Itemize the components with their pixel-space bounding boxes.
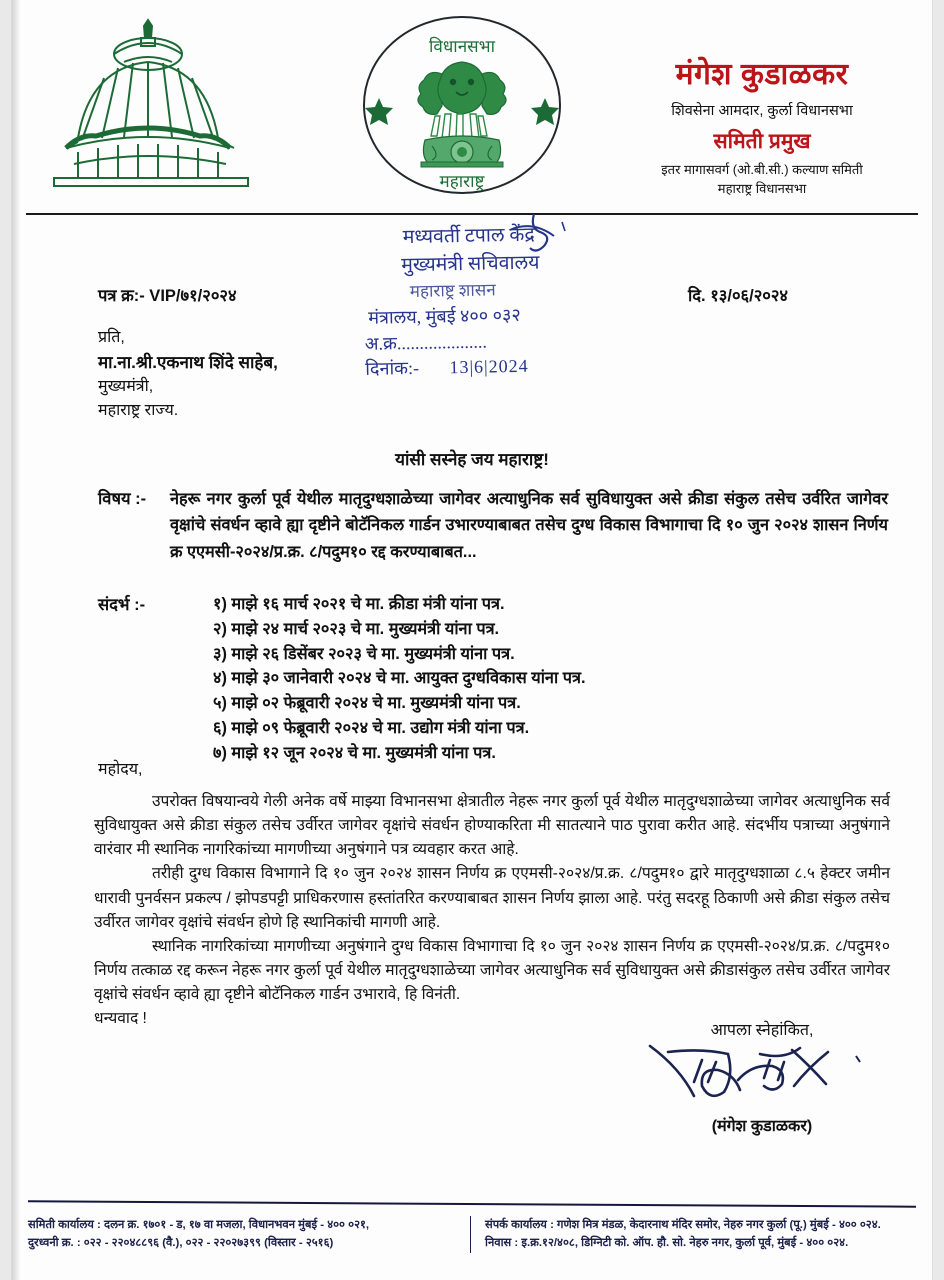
reference-block: [98, 592, 888, 765]
stamp-line-2: मुख्यमंत्री सचिवालय: [401, 252, 540, 277]
reference-list: [213, 592, 888, 765]
signatory-name: (मंगेश कुडाळकर): [711, 1118, 813, 1135]
reference-item: ३) माझे २६ डिसेंबर २०२३ चे मा. मुख्यमंत्री यांना पत्र.: [213, 644, 515, 663]
stamp-line-3: महाराष्ट्र शासन: [409, 280, 496, 302]
body-paragraph-2: तरीही दुग्ध विकास विभागाने दि १० जुन २०२४ शासन निर्णय क्र एएमसी-२०२४/प्र.क्र. ८/पदुम१० द्वारे मातृदुग्धशाळा ८.५ हेक्टर जमीन धारावी पुनर्वसन प्रकल्प / झोपडपट्टी प्राधिकरणास हस्तांतरित करण्याबाबत शासन निर्णय झाला आहे. परंतु सदरहू ठिकाणी असे क्रीडा संकुल तसेच उर्वीरत जागेवर वृक्षांचे संवर्धन होणे हि स्थानिकांची मागणी आहे.: [94, 865, 890, 931]
footer-contact-office: [470, 1216, 918, 1253]
salutation: महोदय,: [98, 761, 143, 778]
signature-block: [612, 1018, 912, 1136]
letter-page: [12, 0, 932, 1280]
letter-number: पत्र क्र:- VIP/७१/२०२४: [98, 287, 237, 305]
emblem-top-text: विधानसभा: [429, 37, 495, 56]
star-right-icon: [531, 98, 559, 125]
body-paragraph-1: उपरोक्त विषयान्वये गेली अनेक वर्षे माझ्या विभानसभा क्षेत्रातील नेहरू नगर कुर्ला पूर्व येथील मातृदुग्धशाळेच्या जागेवर अत्याधुनिक सर्व सुविधायुक्त असे क्रीडा संकुल तसेच उर्वीरत जागेवर वृक्षांचे संवर्धन होण्याकरिता मी सातत्याने पाठ पुरावा करीत आहे. संदर्भीय पत्राच्या अनुषंगाने वारंवार मी स्थानिक नागरिकांच्या मागणीच्या अनुषंगाने पत्र व्यवहार करत आहे.: [94, 793, 890, 859]
footer-committee-office: [28, 1216, 470, 1253]
reference-item: ४) माझे ३० जानेवारी २०२४ चे मा. आयुक्त दुग्धविकास यांना पत्र.: [213, 669, 586, 688]
emblem-bottom-text: महाराष्ट्र: [439, 172, 485, 191]
body-paragraph-3: स्थानिक नागरिकांच्या मागणीच्या अनुषंगाने दुग्ध विकास विभागाचा दि १० जुन २०२४ शासन निर्णय क्र एएमसी-२०२४/प्र.क्र. ८/पदुम१० निर्णय तत्काळ रद्द करून नेहरू नगर कुर्ला पूर्व येथील मातृदुग्धशाळेच्या जागेवर अत्याधुनिक सर्व सुविधायुक्त असे क्रीडासंकुल तसेच उर्वीरत जागेवर वृक्षांचे संवर्धन व्हावे ह्या दृष्टीने बोटॅनिकल गार्डन उभारावे, हि विनंती.: [94, 937, 890, 1004]
mla-committee-name: इतर मागासवर्ग (ओ.बी.सी.) कल्याण समिती: [661, 162, 863, 178]
reference-item: २) माझे २४ मार्च २०२३ चे मा. मुख्यमंत्री यांना पत्र.: [213, 619, 500, 638]
mla-assembly-name: महाराष्ट्र विधानसभा: [717, 180, 807, 196]
signature-mark-wrap: [612, 1040, 912, 1114]
letter-body: [94, 790, 890, 1032]
subject-block: [98, 486, 888, 565]
letter-date: दि. १३/०६/२०२४: [688, 287, 789, 305]
footer-contact-address: संपर्क कार्यालय : गणेश मित्र मंडळ, केदारनाथ मंदिर समोर, नेहरु नगर कुर्ला (पू.) मुंबई - ४०० ०२४.: [485, 1219, 881, 1231]
footer-office-address: समिती कार्यालय : दलन क्र. १७०१ - ड, १७ वा मजला, विधानभवन मुंबई - ४०० ०२१,: [28, 1219, 370, 1231]
reference-item: ५) माझे ०२ फेब्रूवारी २०२४ चे मा. मुख्यमंत्री यांना पत्र.: [213, 694, 521, 713]
reference-label: संदर्भ :-: [98, 596, 146, 614]
footer-residence-address: निवास : इ.क्र.१२/४०८, डिग्निटी को. ऑप. हौ. सो. नेहरु नगर, कुर्ला पूर्व, मुंबई - ४०० ०२४.: [485, 1237, 849, 1250]
addressee-block: [98, 326, 278, 422]
letterhead: [12, 0, 932, 200]
body-thanks: धन्यवाद !: [94, 1010, 147, 1028]
reference-item: १) माझे १६ मार्च २०२१ चे मा. क्रीडा मंत्री यांना पत्र.: [213, 595, 505, 613]
footer-divider: [28, 1200, 916, 1207]
addressee-post: मुख्यमंत्री,: [98, 377, 154, 395]
footer: [28, 1216, 918, 1253]
stamp-date-line: [365, 352, 665, 384]
greeting-line: यांसी सस्नेह जय महाराष्ट्र!: [395, 450, 549, 469]
stamp-serial-line: अ.क्र....................: [364, 331, 488, 354]
reference-item: ७) माझे १२ जून २०२४ चे मा. मुख्यमंत्री यांना पत्र.: [213, 743, 496, 762]
letterhead-name-block: [612, 58, 912, 197]
signature-closing: आपला स्नेहांकित,: [710, 1022, 814, 1039]
handwritten-signature-icon: [642, 1036, 882, 1110]
addressee-place: महाराष्ट्र राज्य.: [98, 401, 179, 419]
ashoka-emblem-maharashtra-vidhansabha: [357, 12, 567, 202]
mla-designation-party: शिवसेना आमदार, कुर्ला विधानसभा: [671, 102, 853, 119]
subject-label: विषय :-: [98, 490, 147, 508]
stamp-line-1: मध्यवर्ती टपाल केंद्र: [402, 224, 535, 249]
star-left-icon: [365, 98, 393, 125]
mla-committee-role: समिती प्रमुख: [713, 130, 811, 154]
reference-item: ६) माझे ०९ फेब्रूवारी २०२४ चे मा. उद्योग मंत्री यांना पत्र.: [213, 718, 530, 737]
stamp-date-label: दिनांक:-: [365, 358, 420, 380]
vidhan-bhavan-dome-logo: [40, 18, 260, 193]
addressee-label: प्रति,: [98, 329, 125, 346]
addressee-name: मा.ना.श्री.एकनाथ शिंदे साहेब,: [98, 352, 278, 372]
subject-text: नेहरू नगर कुर्ला पूर्व येथील मातृदुग्धशाळेच्या जागेवर अत्याधुनिक सर्व सुविधायुक्त असे क्रीडा संकुल तसेच उर्वरित जागेवर वृक्षांचे संवर्धन व्हावे ह्या दृष्टीने बोटॅनिकल गार्डन उभारण्याबाबत तसेच दुग्ध विकास विभागाचा दि १० जुन २०२४ शासन निर्णय क्र एएमसी-२०२४/प्र.क्र. ८/पदुम१० रद्द करण्याबाबत...: [170, 490, 888, 561]
header-divider: [26, 213, 918, 215]
stamp-line-4: मंत्रालय, मुंबई ४०० ०३२: [368, 304, 521, 328]
mla-name: मंगेश कुडाळकर: [675, 58, 849, 91]
inward-stamp: [363, 219, 666, 383]
footer-office-phone: दुरध्वनी क्र. : ०२२ - २२०४८८९६ (वै.), ०२२ - २२०२७३९९ (विस्तार - २५१६): [28, 1237, 334, 1250]
stamp-date-value: 13|6|2024: [449, 356, 529, 378]
